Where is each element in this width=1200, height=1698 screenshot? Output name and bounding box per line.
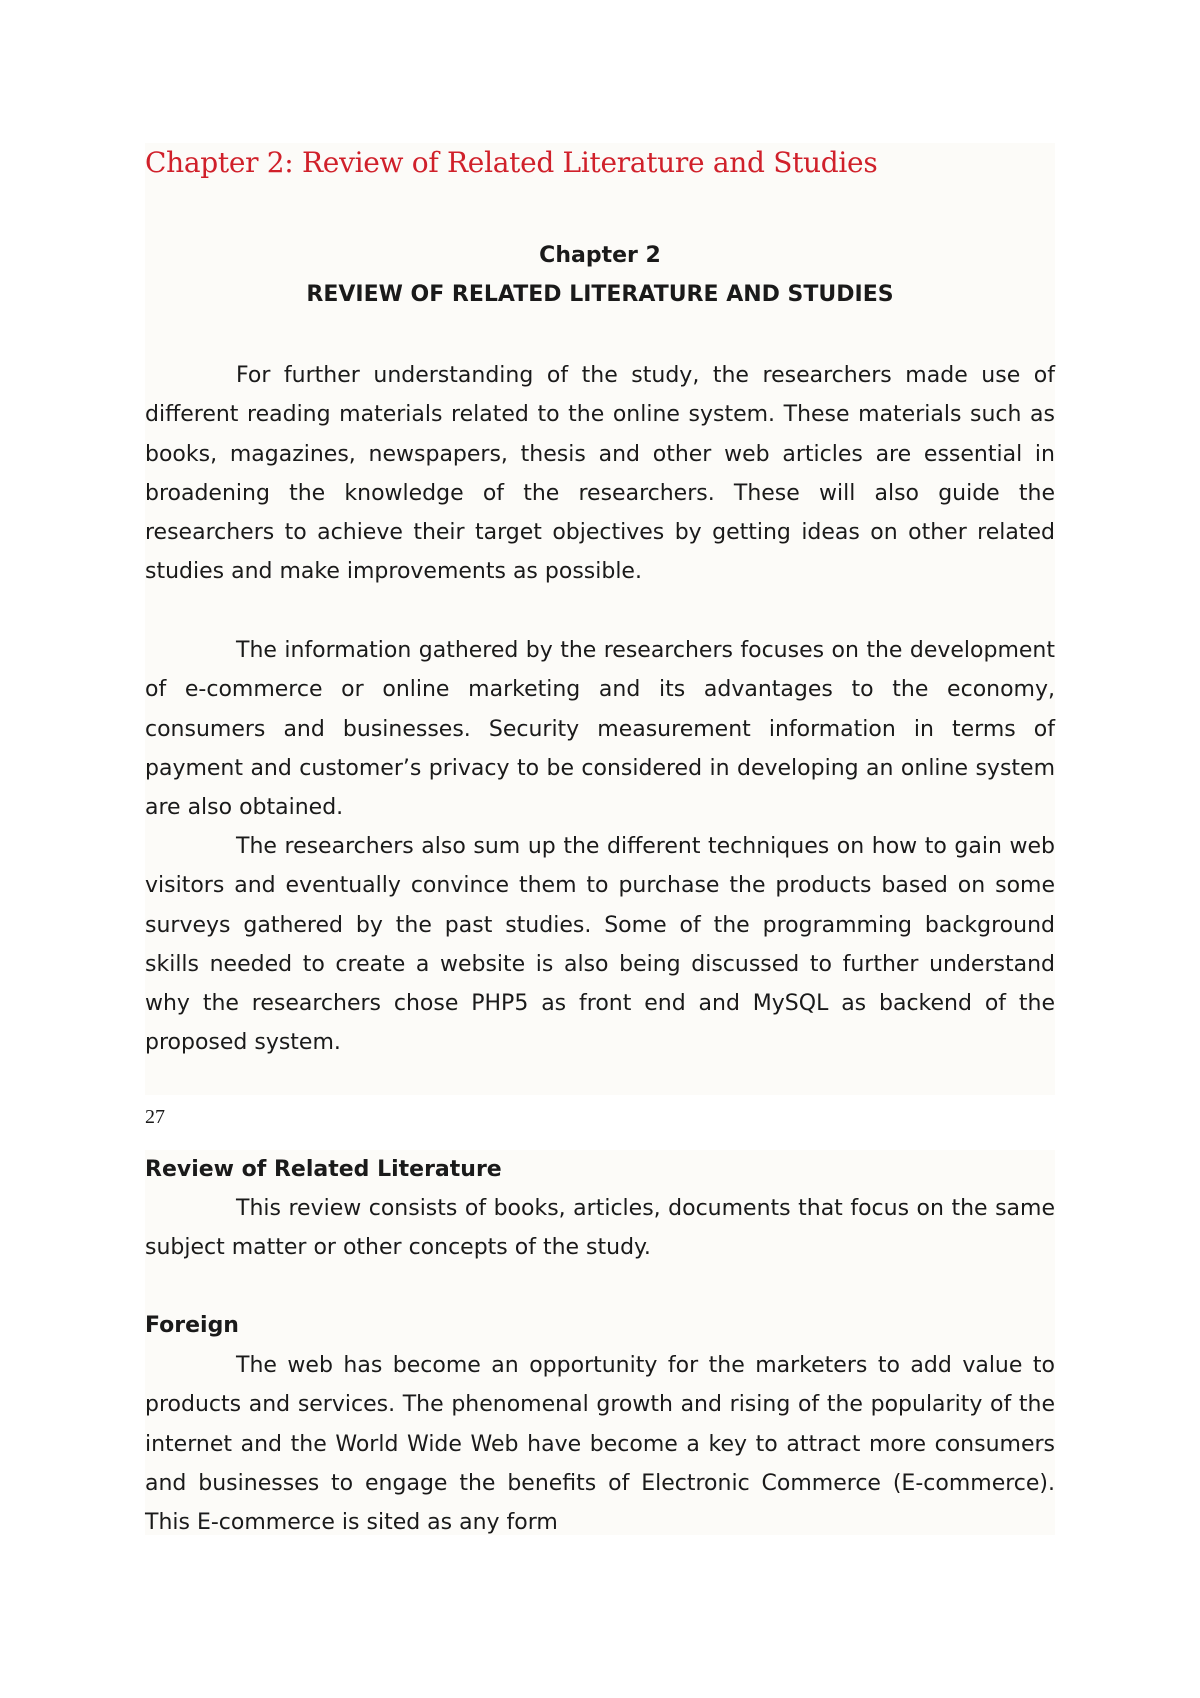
subsection-heading: Foreign <box>145 1313 239 1338</box>
page-number: 27 <box>145 1106 165 1128</box>
section-paragraph: This review consists of books, articles, documents that focus on the same subject matter or other concepts of the study. <box>145 1196 1055 1261</box>
intro-paragraph-2: The information gathered by the researchers focuses on the development of e-commerce or online marketing and its advantages to the economy, consumers and businesses. Security measurement information in terms of payment and customer’s privacy to be considered in developing an online system are also obtained. <box>145 638 1055 821</box>
intro-paragraph-3: The researchers also sum up the different techniques on how to gain web visitors and eventually convince them to purchase the products based on some surveys gathered by the past studies. Some of the programming background skills needed to create a website is also being discussed to further understand why the researchers chose PHP5 as front end and MySQL as backend of the proposed system. <box>145 834 1055 1056</box>
chapter-heading: Chapter 2: Review of Related Literature and Studies <box>145 146 878 179</box>
section-heading: Review of Related Literature <box>145 1157 502 1182</box>
subsection-paragraph: The web has become an opportunity for the marketers to add value to products and services. The phenomenal growth and rising of the popularity of the internet and the World Wide Web have become a key to attract more consumers and businesses to engage the benefits of Electronic Commerce (E-commerce). This E-commerce is sited as any form <box>145 1353 1055 1536</box>
chapter-label: Chapter 2 <box>539 243 661 268</box>
chapter-title: REVIEW OF RELATED LITERATURE AND STUDIES <box>306 282 894 307</box>
intro-paragraph-1: For further understanding of the study, the researchers made use of different reading materials related to the online system. These materials such as books, magazines, newspapers, thesis and other web articles are essential in broadening the knowledge of the researchers. These will also guide the researchers to achieve their target objectives by getting ideas on other related studies and make improvements as possible. <box>145 363 1055 585</box>
